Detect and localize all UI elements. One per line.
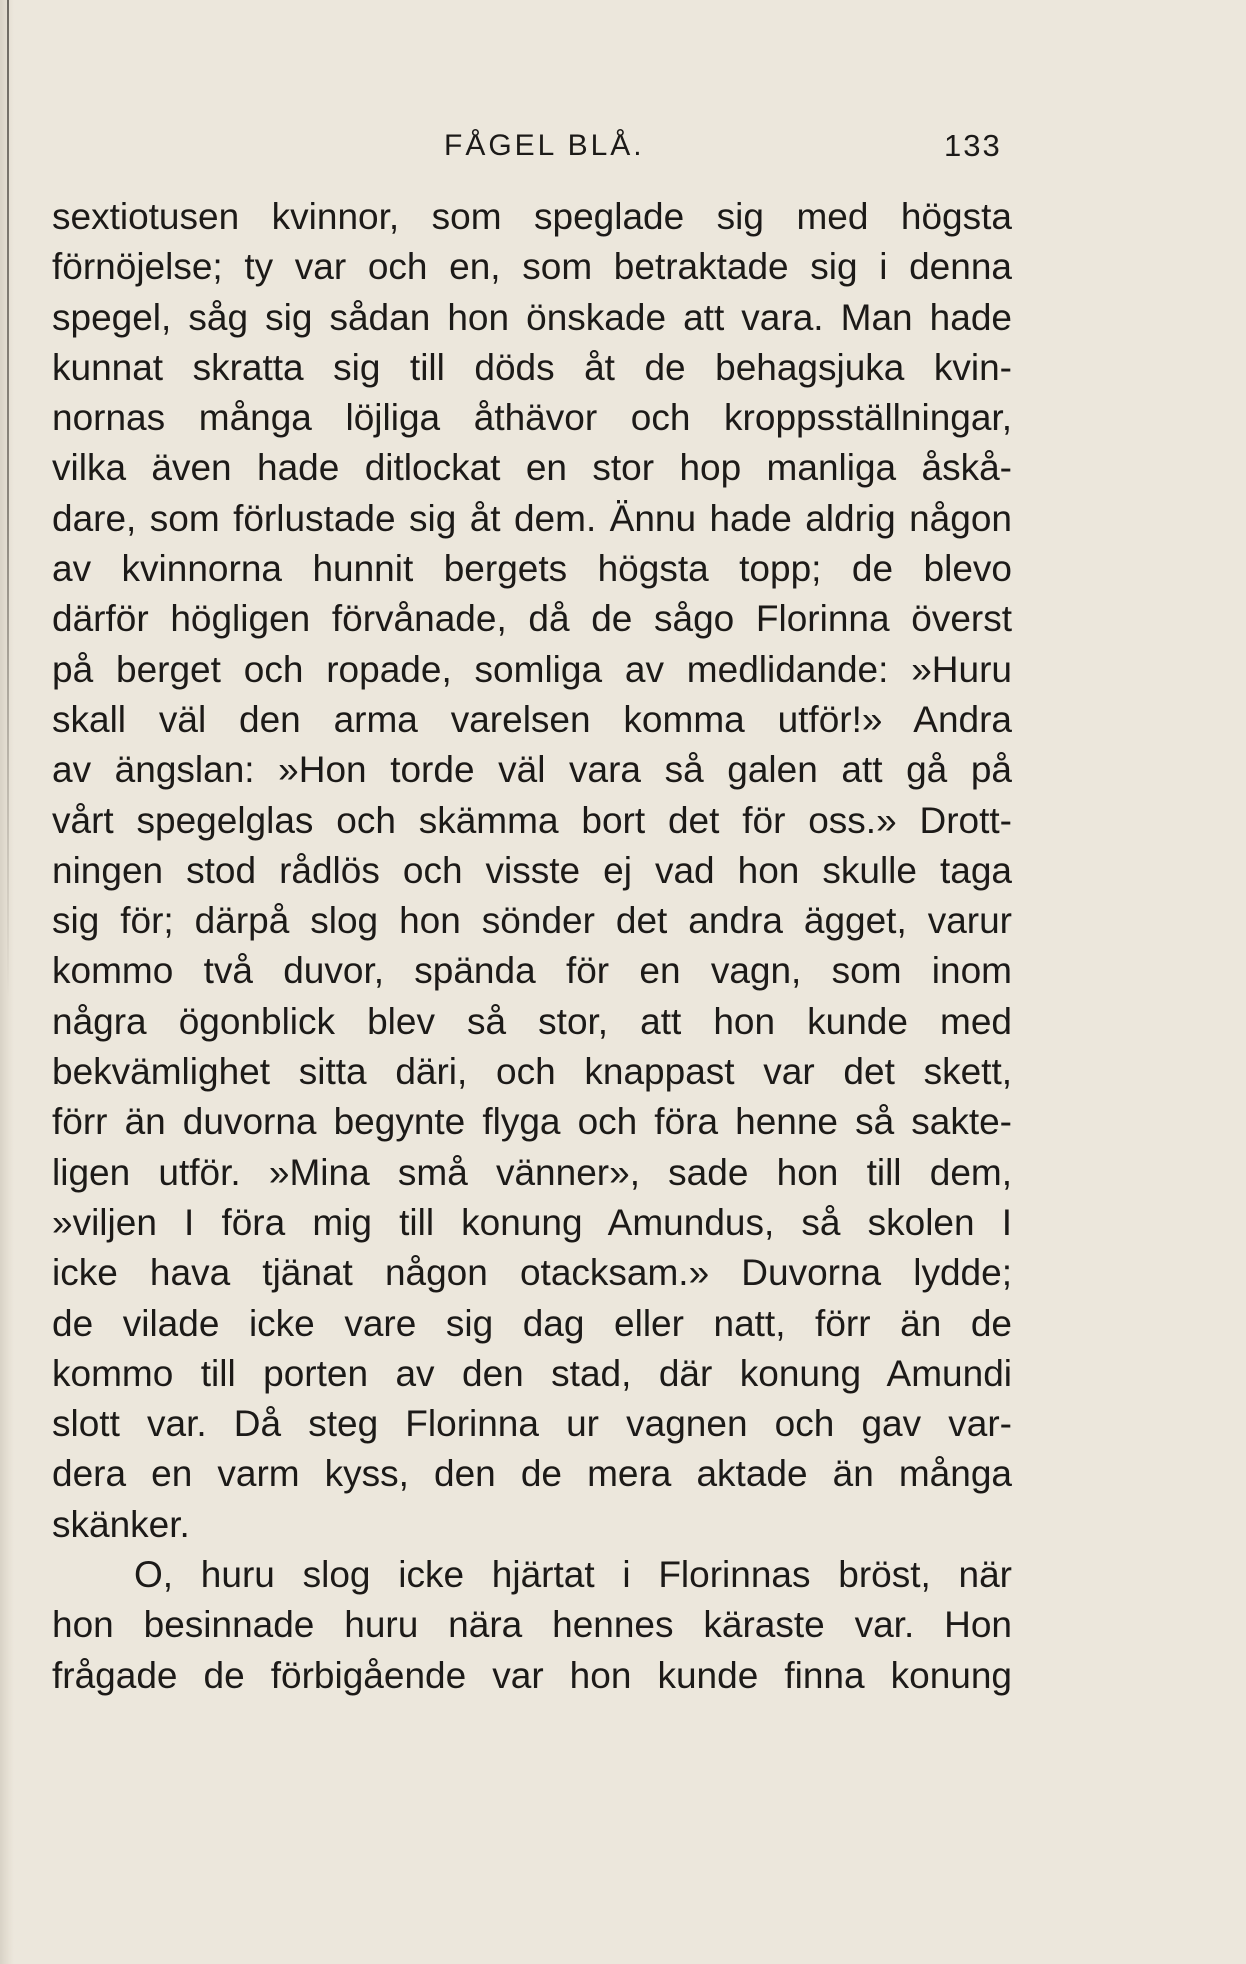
text-line: »viljen I föra mig till konung Amundus, så skolen I <box>52 1201 1012 1243</box>
text-line: icke hava tjänat någon otacksam.» Duvorna lydde; <box>52 1252 1012 1294</box>
text-line: därför högligen förvånade, då de sågo Florinna överst <box>52 598 1012 640</box>
text-line: sig för; därpå slog hon sönder det andra ägget, varur <box>52 900 1012 942</box>
text-line: vilka även hade ditlockat en stor hop manliga åskå- <box>52 447 1012 489</box>
chapter-title: FÅGEL BLÅ. <box>444 129 645 162</box>
paragraph-end-line: skänker. <box>52 1503 190 1545</box>
text-line: förnöjelse; ty var och en, som betraktade sig i denna <box>52 246 1012 288</box>
text-line: ligen utför. »Mina små vänner», sade hon till dem, <box>52 1151 1012 1193</box>
paragraph-start-line: O, huru slog icke hjärtat i Florinnas bröst, när <box>134 1554 1012 1596</box>
text-line: av kvinnorna hunnit bergets högsta topp; de blevo <box>52 548 1012 590</box>
text-line: av ängslan: »Hon torde väl vara så galen att gå på <box>52 749 1012 791</box>
running-head <box>0 126 1246 166</box>
text-line: dera en varm kyss, den de mera aktade än många <box>52 1453 1012 1495</box>
page-number: 133 <box>944 128 1002 163</box>
text-line: skall väl den arma varelsen komma utför!» Andra <box>52 698 1012 740</box>
page-edge <box>0 0 14 1964</box>
text-line: kommo till porten av den stad, där konung Amundi <box>52 1352 1012 1394</box>
text-line: sextiotusen kvinnor, som speglade sig med högsta <box>52 196 1012 237</box>
text-line: förr än duvorna begynte flyga och föra henne så sakte- <box>52 1101 1012 1143</box>
text-line: hon besinnade huru nära hennes käraste var. Hon <box>52 1604 1012 1646</box>
text-line: spegel, såg sig sådan hon önskade att vara. Man hade <box>52 296 1012 338</box>
text-line: på berget och ropade, somliga av medlidande: »Huru <box>52 648 1012 690</box>
text-line: slott var. Då steg Florinna ur vagnen och gav var- <box>52 1403 1012 1445</box>
text-line: frågade de förbigående var hon kunde finna konung <box>52 1654 1012 1696</box>
text-line: ningen stod rådlös och visste ej vad hon skulle taga <box>52 849 1012 891</box>
text-line: kunnat skratta sig till döds åt de behagsjuka kvin- <box>52 346 1012 388</box>
text-line: kommo två duvor, spända för en vagn, som inom <box>52 950 1012 992</box>
text-line: vårt spegelglas och skämma bort det för oss.» Drott- <box>52 799 1012 841</box>
text-line: nornas många löjliga åthävor och kroppsställningar, <box>52 397 1012 439</box>
text-line: de vilade icke vare sig dag eller natt, förr än de <box>52 1302 1012 1344</box>
text-line: några ögonblick blev så stor, att hon kunde med <box>52 1000 1012 1042</box>
text-line: dare, som förlustade sig åt dem. Ännu hade aldrig någon <box>52 497 1012 539</box>
text-line: bekvämlighet sitta däri, och knappast var det skett, <box>52 1051 1012 1093</box>
body-text <box>52 192 1012 1701</box>
